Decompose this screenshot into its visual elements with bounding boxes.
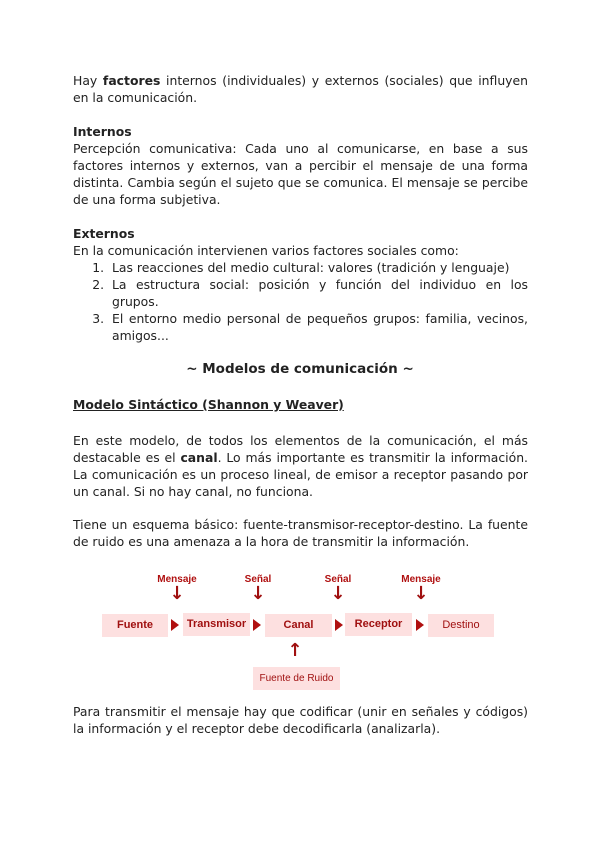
model-title-text: Modelo Sintáctico (Shannon y Weaver) <box>73 397 344 412</box>
text: En este modelo, de todos los elementos de la comunicación, el más destacable es el <box>73 433 528 465</box>
label-mensaje: Mensaje <box>401 574 441 585</box>
down-arrow-icon: ↓ <box>169 583 185 604</box>
paragraph-codificar: Para transmitir el mensaje hay que codificar (unir en señales y códigos) la información y el receptor debe decodificarla (analizarla). <box>73 704 528 736</box>
triangle-arrow-icon <box>416 619 424 631</box>
model-title <box>73 396 528 413</box>
paragraph-canal <box>73 432 528 500</box>
label-senal: Señal <box>324 574 352 585</box>
label-senal: Señal <box>244 574 272 585</box>
factors-list <box>73 259 528 344</box>
intro-paragraph <box>73 72 528 106</box>
list-item: 1. Las reacciones del medio cultural: valores (tradición y lenguaje) <box>108 259 528 276</box>
down-arrow-icon: ↓ <box>413 583 429 604</box>
box-canal: Canal <box>265 614 332 637</box>
text: Hay <box>73 73 103 88</box>
down-arrow-icon: ↓ <box>330 583 346 604</box>
triangle-arrow-icon <box>253 619 261 631</box>
externos-heading: Externos <box>73 226 135 241</box>
internos-paragraph: Percepción comunicativa: Cada uno al comunicarse, en base a sus factores internos y externos, van a percibir el mensaje de una forma distinta. Cambia según el sujeto que se comunica. El mensaje se percibe de una forma subjetiva. <box>73 141 528 207</box>
text: internos (individuales) y externos (sociales) que influyen en la comunicación. <box>73 73 528 105</box>
box-fuente-de-ruido: Fuente de Ruido <box>253 667 340 690</box>
box-fuente: Fuente <box>102 614 168 637</box>
externos-paragraph: En la comunicación intervienen varios factores sociales como: <box>73 243 459 258</box>
list-item: 2. La estructura social: posición y función del individuo en los grupos. <box>108 276 528 310</box>
triangle-arrow-icon <box>171 619 179 631</box>
list-item: 3. El entorno medio personal de pequeños grupos: familia, vecinos, amigos... <box>108 310 528 344</box>
label-mensaje: Mensaje <box>157 574 197 585</box>
box-transmisor: Transmisor <box>183 613 250 636</box>
internos-heading: Internos <box>73 124 132 139</box>
externos-block <box>73 242 528 344</box>
bold-text: factores <box>102 73 161 88</box>
box-destino: Destino <box>428 614 494 637</box>
box-receptor: Receptor <box>345 613 412 636</box>
text: . Lo más importante es transmitir la información. La comunicación es un proceso lineal, de emisor a receptor pasando por un canal. Si no hay canal, no funciona. <box>73 450 528 499</box>
up-arrow-icon: ↑ <box>287 640 303 661</box>
paragraph-esquema: Tiene un esquema básico: fuente-transmisor-receptor-destino. La fuente de ruido es una amenaza a la hora de transmitir la información. <box>73 517 528 549</box>
triangle-arrow-icon <box>335 619 343 631</box>
bold-text: canal <box>180 450 218 465</box>
down-arrow-icon: ↓ <box>250 583 266 604</box>
section-title: ~ Modelos de comunicación ~ <box>186 361 414 377</box>
